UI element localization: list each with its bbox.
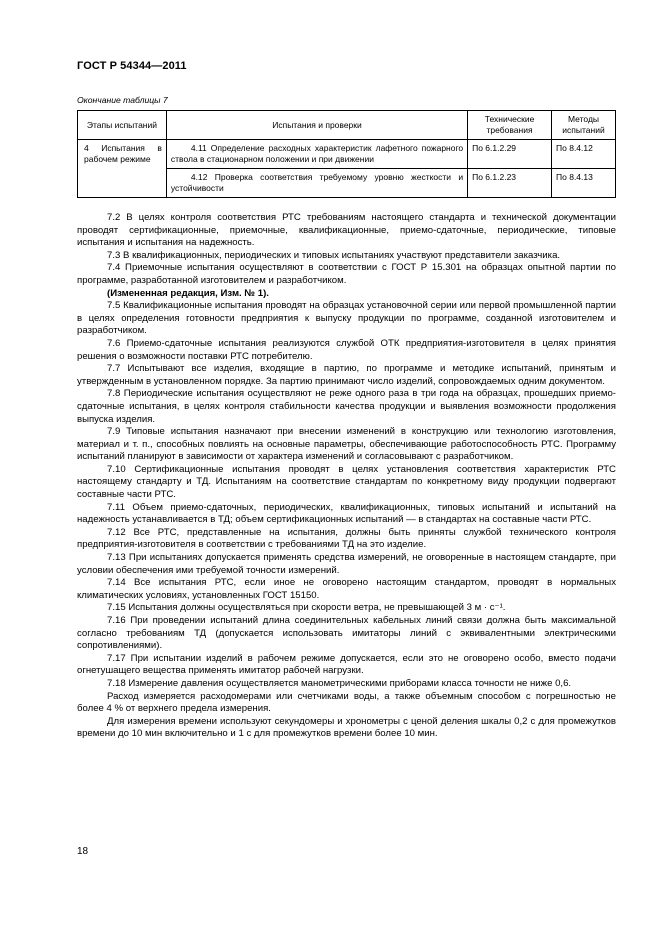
test-cell: 4.12 Проверка соответствия требуемому уровню жесткости и устойчивости [166,169,467,198]
paragraph-7-13: 7.13 При испытаниях допускается применять средства измерений, не оговоренные в настоящем стандарте, при условии обеспечения ими требуемой точности измерений. [77,552,616,576]
test-cell: 4.11 Определение расходных характеристик лафетного пожарного ствола в стационарном положении и при движении [166,140,467,169]
paragraph-flow-measurement: Расход измеряется расходомерами или счетчиками воды, а также объемным способом с погрешностью не более 4 % от верхнего предела измерения. [77,690,616,715]
table-header-row [78,111,616,140]
column-header-methods: Методы испытаний [552,111,616,140]
column-header-requirements: Технические требования [468,111,552,140]
test-stages-table [77,110,616,198]
method-cell: По 8.4.12 [552,140,616,169]
paragraph-7-8: 7.8 Периодические испытания осуществляют не реже одного раза в три года на образцах, прошедших приемо-сдаточные испытания, в целях контроля стабильности качества продукции и выявления возможности продолжения выпуска изделия. [77,388,616,425]
table-caption: Окончание таблицы 7 [77,95,168,105]
paragraph-7-10: 7.10 Сертификационные испытания проводят в целях установления соответствия характеристик РТС настоящему стандарту и ТД. Испытаниям на соответствие стандартам по конкретному виду продукции подвергают составные части РТС. [77,463,616,501]
page-number: 18 [77,846,89,857]
paragraph-7-17: 7.17 При испытании изделий в рабочем режиме допускается, если это не оговорено особо, вместо подачи огнетушащего вещества применять имитатор рабочей нагрузки. [77,652,616,677]
stage-cell: 4 Испытания в рабочем режиме [78,140,167,198]
paragraph-7-2: 7.2 В целях контроля соответствия РТС требованиям настоящего стандарта и технической документации проводят сертификационные, приемочные, квалификационные, приемо-сдаточные, периодические, типовые испытания и испытания на надежность. [77,212,616,249]
paragraph-7-4: 7.4 Приемочные испытания осуществляют в соответствии с ГОСТ Р 15.301 на образцах опытной партии по программе, разработанной изготовителем и разработчиком. [77,262,616,286]
paragraph-7-6: 7.6 Приемо-сдаточные испытания реализуются службой ОТК предприятия-изготовителя в целях принятия решения о возможности поставки РТС потребителю. [77,337,616,362]
table-row [78,140,616,169]
paragraph-7-18: 7.18 Измерение давления осуществляется манометрическими приборами класса точности не ниже 0,6. [107,677,572,689]
requirement-cell: По 6.1.2.23 [468,169,552,198]
paragraph-7-9: 7.9 Типовые испытания назначают при внесении изменений в конструкцию или технологию изготовления, материал и т. п., способных повлиять на основные параметры, обеспечивающие работоспособность РТС. Программу испытаний планируют в зависимости от характера изменений и согласовывают с разработчиком. [77,426,616,463]
paragraph-7-3: 7.3 В квалификационных, периодических и типовых испытаниях участвуют представители заказчика. [107,249,561,261]
requirement-cell: По 6.1.2.29 [468,140,552,169]
column-header-tests: Испытания и проверки [166,111,467,140]
body-text [77,212,616,741]
paragraph-7-7: 7.7 Испытывают все изделия, входящие в партию, по программе и методике испытаний, принятым и утвержденным в установленном порядке. За партию принимают число изделий, сопровождаемых одним документом. [77,363,616,387]
paragraph-7-12: 7.12 Все РТС, представленные на испытания, должны быть приняты службой технического контроля предприятия-изготовителя в соответствии с требованиями ТД на это изделие. [77,526,616,551]
paragraph-7-16: 7.16 При проведении испытаний длина соединительных кабельных линий связи должна быть максимальной согласно требованиям ТД (допускается использовать имитаторы линий с эквивалентными электрическими сопротивлениями). [77,615,616,652]
paragraph-time-measurement: Для измерения времени используют секундомеры и хронометры с ценой деления шкалы 0,2 с для промежутков времени до 10 мин включительно и 1 с для промежутков времени более 10 мин. [77,715,616,740]
paragraph-7-15: 7.15 Испытания должны осуществляться при скорости ветра, не превышающей 3 м · с⁻¹. [107,602,506,614]
column-header-stages: Этапы испытаний [78,111,167,140]
paragraph-7-11: 7.11 Объем приемо-сдаточных, периодических, квалификационных, типовых испытаний и испытаний на надежность устанавливается в ТД; объем сертификационных испытаний — в стандартах на составные части РТС. [77,501,616,526]
amendment-note: (Измененная редакция, Изм. № 1). [107,287,269,299]
paragraph-7-5: 7.5 Квалификационные испытания проводят на образцах установочной серии или первой промышленной партии в целях определения готовности предприятия к выпуску продукции по программе, созданной изготовителем и разработчиком. [77,300,616,337]
paragraph-7-14: 7.14 Все испытания РТС, если иное не оговорено настоящим стандартом, проводят в нормальных климатических условиях, установленных ГОСТ 15150. [77,577,616,601]
document-header: ГОСТ Р 54344—2011 [77,60,187,72]
method-cell: По 8.4.13 [552,169,616,198]
